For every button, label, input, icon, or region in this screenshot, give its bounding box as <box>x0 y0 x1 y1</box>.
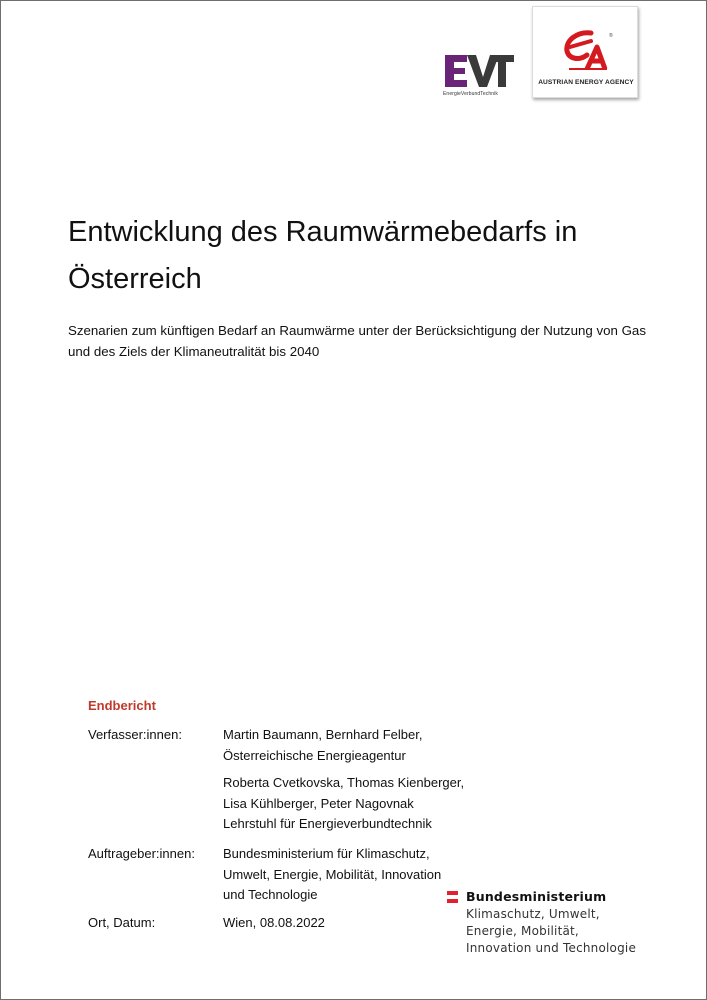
author-line: Roberta Cvetkovska, Thomas Kienberger, <box>223 775 465 790</box>
authors-group-aea <box>223 725 473 766</box>
client-value <box>223 844 473 906</box>
place-date-label: Ort, Datum: <box>88 915 156 930</box>
aea-label: AUSTRIAN ENERGY AGENCY <box>538 79 634 86</box>
ministry-logo-line: Energie, Mobilität, <box>466 924 579 938</box>
aea-logo <box>532 6 638 98</box>
ministry-logo-line: Innovation und Technologie <box>466 941 637 955</box>
document-title: Entwicklung des Raumwärmebedarfs in Österreich <box>68 216 578 295</box>
austrian-flag-icon <box>447 891 458 903</box>
client-label: Auftrageber:innen: <box>88 846 195 861</box>
registered-mark: ® <box>609 33 613 39</box>
ministry-logo-subtitle <box>466 906 666 957</box>
author-line: Martin Baumann, Bernhard Felber, <box>223 727 423 742</box>
evt-tagline: EnergieVerbundTechnik <box>443 91 498 97</box>
author-line: Lisa Kühlberger, Peter Nagovnak <box>223 795 414 811</box>
evt-logo-mark <box>443 53 515 89</box>
flag-stripe-bottom <box>447 899 458 903</box>
authors-group-evt <box>223 773 473 835</box>
ministry-logo-line: Klimaschutz, Umwelt, <box>466 907 600 921</box>
client-line: und Technologie <box>223 887 318 902</box>
author-line: Lehrstuhl für Energieverbundtechnik <box>223 816 432 831</box>
document-subtitle: Szenarien zum künftigen Bedarf an Raumwärme unter der Berücksichtigung der Nutzung von Gas und des Ziels der Klimaneutralität bis 2040 <box>68 323 646 359</box>
place-date-value: Wien, 08.08.2022 <box>223 915 325 930</box>
ministry-logo-title: Bundesministerium <box>466 889 607 904</box>
aea-logo-mark <box>561 29 611 75</box>
report-type: Endbericht <box>88 698 156 713</box>
author-line: Österreichische Energieagentur <box>223 747 406 763</box>
client-line: Bundesministerium für Klimaschutz, <box>223 846 430 861</box>
authors-label: Verfasser:innen: <box>88 727 182 742</box>
client-line: Umwelt, Energie, Mobilität, Innovation <box>223 866 442 882</box>
evt-logo <box>443 53 515 97</box>
